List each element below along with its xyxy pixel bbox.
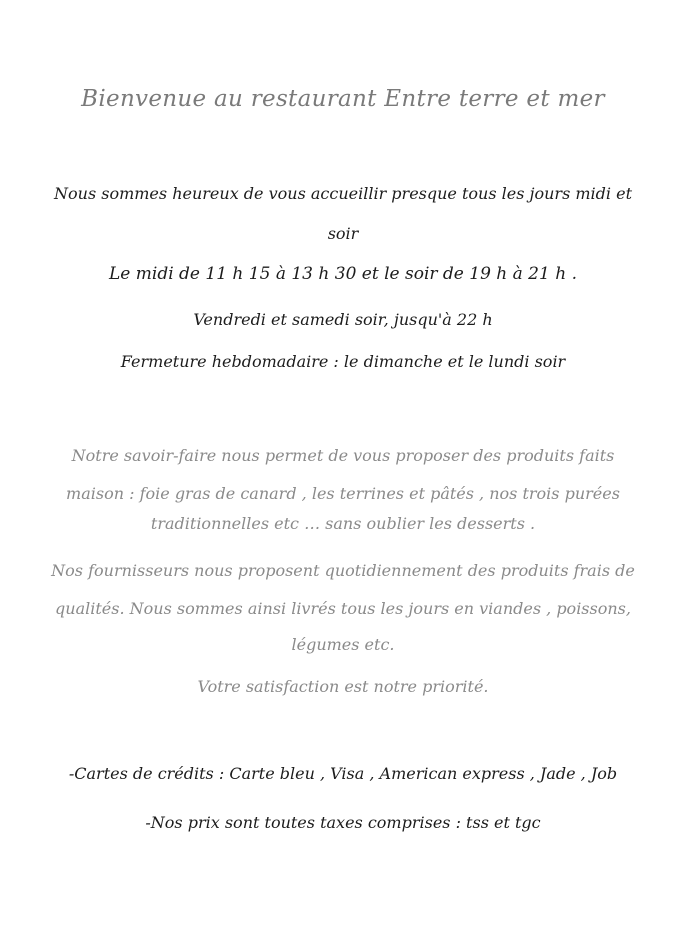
hours-fermeture: Fermeture hebdomadaire : le dimanche et le lundi soir — [120, 352, 566, 371]
credit-cards-line: -Cartes de crédits : Carte bleu , Visa , American express , Jade , Job — [68, 764, 618, 783]
fournisseurs-line-1: Nos fournisseurs nous proposent quotidiennement des produits frais de — [51, 561, 635, 580]
satisfaction-line: Votre satisfaction est notre priorité. — [197, 677, 489, 696]
fournisseurs-line-2: qualités. Nous sommes ainsi livrés tous les jours en viandes , poissons, — [55, 599, 631, 618]
prices-line: -Nos prix sont toutes taxes comprises : tss et tgc — [145, 813, 541, 832]
welcome-line-1: Nous sommes heureux de vous accueillir presque tous les jours midi et — [54, 184, 632, 203]
welcome-line-2: soir — [327, 224, 359, 243]
hours-midi: Le midi de 11 h 15 à 13 h 30 et le soir de 19 h à 21 h . — [109, 264, 577, 284]
hours-vendredi: Vendredi et samedi soir, jusqu'à 22 h — [193, 310, 493, 329]
page-title: Bienvenue au restaurant Entre terre et mer — [81, 86, 605, 112]
savoir-faire-line-1: Notre savoir-faire nous permet de vous proposer des produits faits — [71, 446, 615, 465]
savoir-faire-line-3: traditionnelles etc … sans oublier les desserts . — [150, 514, 536, 533]
fournisseurs-line-3: légumes etc. — [291, 635, 395, 654]
savoir-faire-line-2: maison : foie gras de canard , les terrines et pâtés , nos trois purées — [66, 484, 620, 503]
